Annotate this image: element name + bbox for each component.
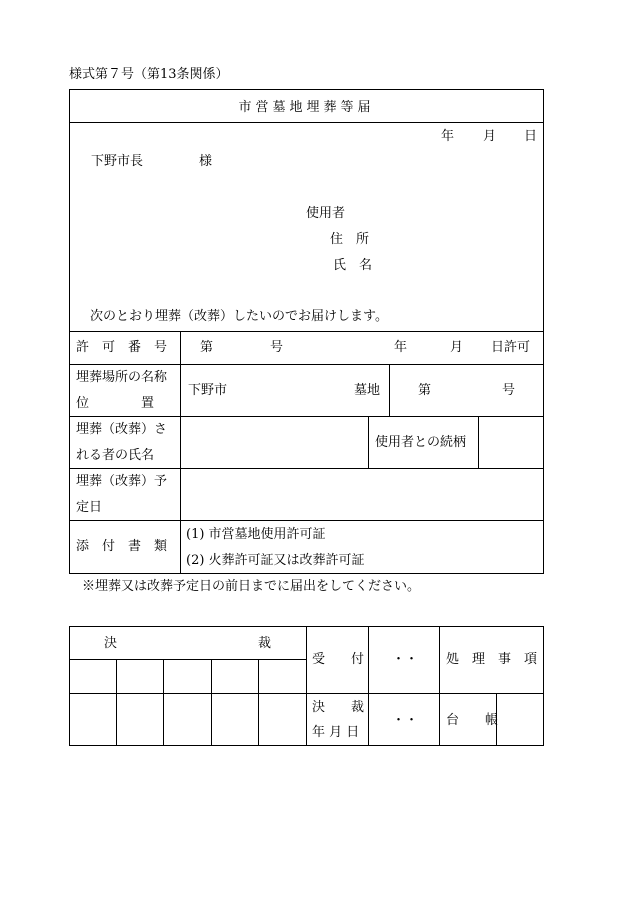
decision-label-left: 決 [104,636,118,651]
burial-place-label-1: 埋葬場所の名称 [76,370,168,385]
cemetery-suffix: 墓地 [354,383,381,398]
permit-month: 月 [450,340,464,355]
plot-dai: 第 [418,383,432,398]
ledger-label: 台 帳 [446,713,499,728]
date-year-label: 年 [441,129,455,144]
attachment-item-2: (2) 火葬許可証又は改葬許可証 [186,553,365,568]
address-label: 住 所 [330,232,370,247]
deceased-label-2: れる者の氏名 [76,448,155,463]
relation-label: 使用者との続柄 [375,435,467,450]
decision-date-label-2: 年 月 日 [312,725,360,740]
name-label: 氏 名 [333,258,373,273]
deceased-label-1: 埋葬（改葬）さ [76,422,168,437]
burial-place-label-2: 位 置 [76,396,155,411]
form-title: 市営墓地埋葬等届 [238,100,375,115]
decision-label-right: 裁 [258,636,272,651]
scheduled-date-label-1: 埋葬（改葬）予 [76,474,168,489]
addressee-honorific: 様 [199,154,213,169]
attachments-label: 添 付 書 類 [76,539,168,554]
date-day-label: 日 [524,129,538,144]
city-name: 下野市 [188,383,228,398]
processing-label: 処 理 事 項 [446,652,538,667]
scheduled-date-label-2: 定日 [76,500,103,515]
footnote: ※埋葬又は改葬予定日の前日までに届出をしてください。 [82,579,421,594]
received-date: ・・ [392,652,419,667]
attachment-item-1: (1) 市営墓地使用許可証 [186,527,326,542]
date-month-label: 月 [483,129,497,144]
addressee: 下野市長 [91,154,144,169]
permit-number-label: 許 可 番 号 [76,340,168,355]
permit-gou: 号 [270,340,284,355]
permit-year: 年 [394,340,408,355]
permit-dai: 第 [200,340,214,355]
received-label: 受 付 [312,652,365,667]
decision-date: ・・ [392,713,419,728]
decision-date-label-1: 決 裁 [312,700,365,715]
form-reference: 様式第７号（第13条関係） [69,67,229,82]
plot-gou: 号 [502,383,516,398]
applicant-label: 使用者 [306,206,346,221]
statement-text: 次のとおり埋葬（改葬）したいのでお届けします。 [90,309,388,324]
permit-day-suffix: 日許可 [491,340,531,355]
